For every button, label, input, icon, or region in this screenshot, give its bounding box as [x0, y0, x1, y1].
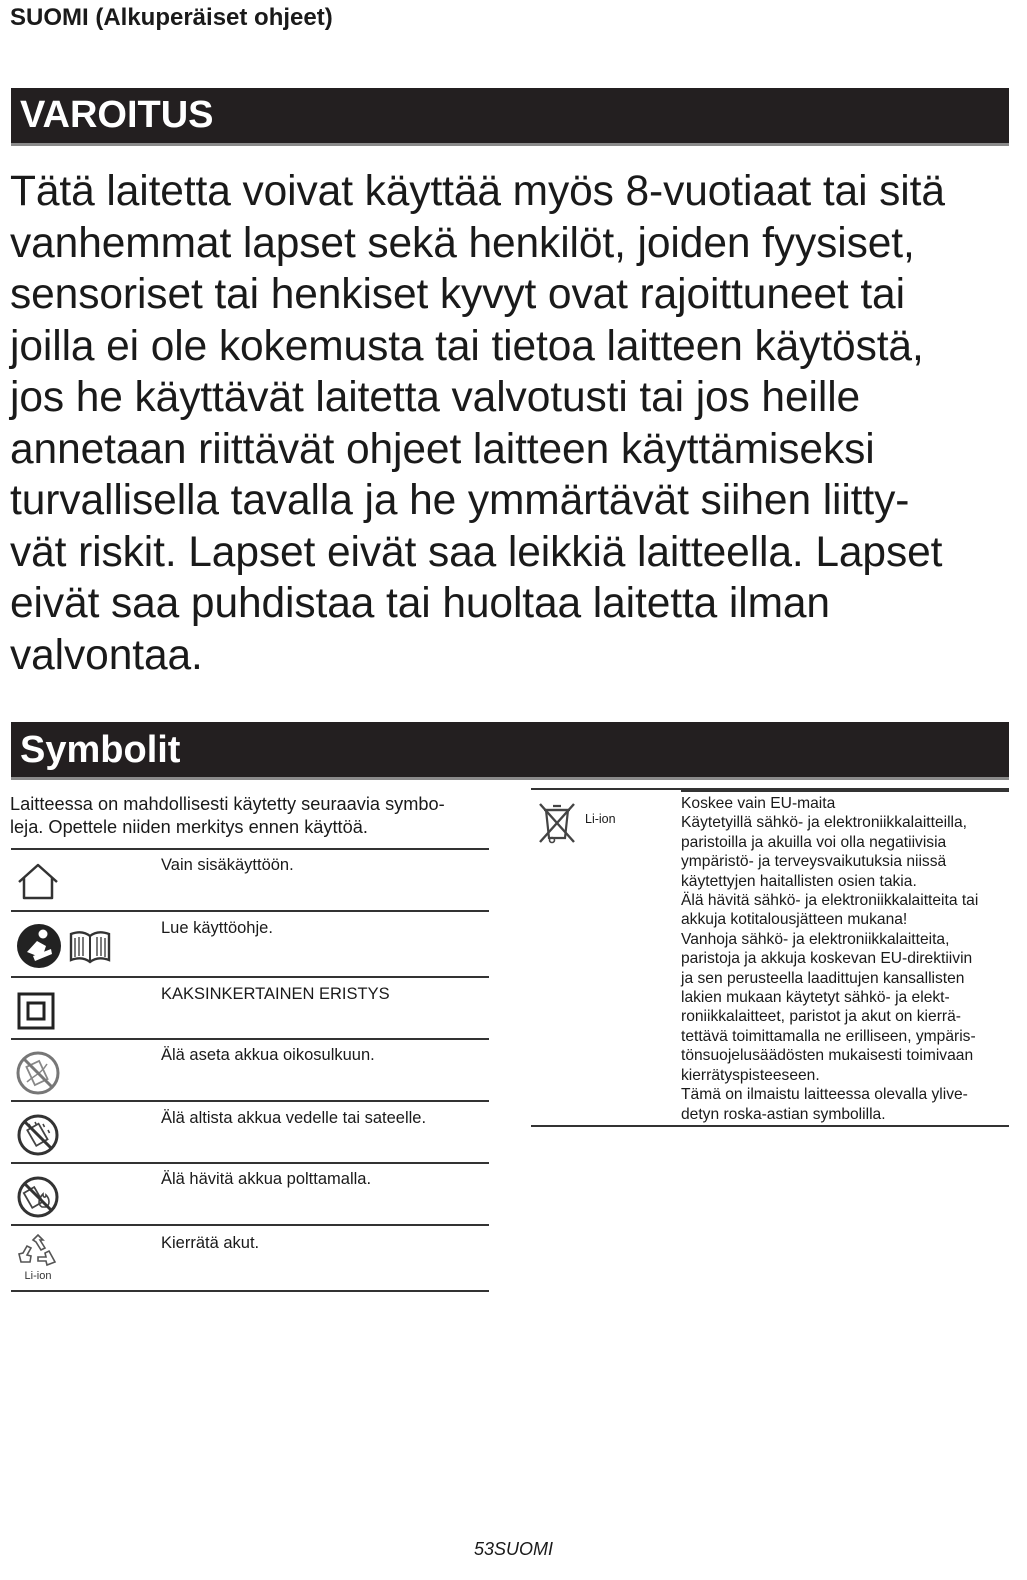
weee-line: tönsuojelusäädösten mukaisesti toimivaan [681, 1047, 974, 1065]
symbol-text: Älä hävitä akkua polttamalla. [161, 1170, 372, 1188]
weee-line: roniikkalaitteet, paristot ja akut on kierrä- [681, 1008, 961, 1026]
symbol-row-insulation [11, 976, 489, 1038]
house-icon [15, 860, 61, 904]
no-water-icon [15, 1112, 61, 1158]
warning-line: eivät saa puhdistaa tai huoltaa laitetta ilman [10, 580, 830, 627]
weee-line: tettävä toimittamalla ne erilliseen, ympäris- [681, 1027, 976, 1045]
warning-line: sensoriset tai henkiset kyvyt ovat rajoittuneet tai [10, 271, 905, 318]
weee-block [531, 788, 1009, 1127]
symbols-heading-bar [11, 722, 1009, 780]
warning-text [10, 166, 1015, 681]
warning-line: annetaan riittävät ohjeet laitteen käyttämiseksi [10, 425, 875, 473]
symbol-row-indoor [11, 848, 489, 910]
warning-line: vanhemmat lapset sekä henkilöt, joiden fyysiset, [10, 219, 915, 267]
symbol-row-manual [11, 910, 489, 976]
symbol-text: KAKSINKERTAINEN ERISTYS [161, 985, 390, 1003]
weee-line: lakien mukaan käytetyt sähkö- ja elekt- [681, 989, 950, 1007]
recycle-icon [15, 1234, 61, 1282]
symbol-text: Vain sisäkäyttöön. [161, 856, 294, 874]
weee-line: paristoja ja akkuja koskevan EU-direktiivin [681, 950, 973, 968]
no-fire-icon [15, 1174, 61, 1220]
weee-line: akkuja kotitalousjätteen mukana! [681, 911, 908, 929]
read-manual-icon [15, 922, 115, 970]
weee-line: Tämä on ilmaistu laitteessa olevalla ylive- [681, 1086, 968, 1104]
warning-line: joilla ei ole kokemusta tai tietoa laitteen käytöstä, [10, 322, 924, 370]
li-ion-label: Li-ion [24, 1270, 52, 1282]
crossed-bin-icon [536, 800, 578, 844]
symbol-row-water [11, 1100, 489, 1162]
symbols-table [11, 848, 489, 1292]
warning-line: jos he käyttävät laitetta valvotusti tai jos heille [10, 374, 861, 421]
weee-line: ympäristö- ja terveysvaikutuksia niissä [681, 853, 947, 871]
intro-line: Laitteessa on mahdollisesti käytetty seuraavia symbo- [10, 794, 445, 814]
warning-heading: VAROITUS [20, 94, 214, 136]
warning-heading-bar [11, 88, 1009, 146]
weee-line: paristoilla ja akuilla voi olla negatiivisia [681, 833, 947, 851]
symbol-text: Älä altista akkua vedelle tai sateelle. [161, 1109, 427, 1127]
weee-line: ja sen perusteella laadittujen kansallisten [681, 969, 965, 987]
weee-line: käytettyjen haitallisten osien takia. [681, 872, 917, 890]
weee-line: Käytetyillä sähkö- ja elektroniikkalaitteilla, [681, 814, 968, 832]
page-footer: 53SUOMI [473, 1539, 554, 1559]
symbol-row-short-circuit [11, 1038, 489, 1100]
symbol-row-fire [11, 1162, 489, 1224]
page-language-title: SUOMI (Alkuperäiset ohjeet) [10, 4, 333, 31]
symbols-heading: Symbolit [20, 729, 181, 771]
warning-line: turvallisella tavalla ja he ymmärtävät siihen liitty- [10, 477, 910, 524]
warning-line: Tätä laitetta voivat käyttää myös 8-vuotiaat tai sitä [10, 168, 945, 215]
weee-line: Älä hävitä sähkö- ja elektroniikkalaitteita tai [681, 892, 979, 910]
weee-line: Vanhoja sähkö- ja elektroniikkalaitteita, [681, 930, 950, 948]
double-insulation-icon [15, 990, 59, 1034]
symbol-text: Kierrätä akut. [161, 1234, 260, 1252]
symbol-row-recycle [11, 1224, 489, 1292]
no-short-circuit-icon [15, 1050, 61, 1096]
weee-text [681, 794, 1011, 1124]
warning-line: valvontaa. [10, 631, 203, 679]
weee-line: kierrätyspisteeseen. [681, 1066, 820, 1084]
intro-line: leja. Opettele niiden merkitys ennen käyttöä. [10, 817, 368, 837]
weee-line: detyn roska-astian symbolilla. [681, 1105, 886, 1123]
li-ion-label: Li-ion [585, 812, 616, 826]
symbol-text: Lue käyttöohje. [161, 919, 273, 937]
weee-divider [681, 790, 1009, 792]
weee-line: Koskee vain EU-maita [681, 795, 836, 812]
symbol-text: Älä aseta akkua oikosulkuun. [161, 1046, 375, 1064]
symbols-intro [10, 793, 490, 839]
warning-line: vät riskit. Lapset eivät saa leikkiä laitteella. Lapset [10, 528, 943, 576]
